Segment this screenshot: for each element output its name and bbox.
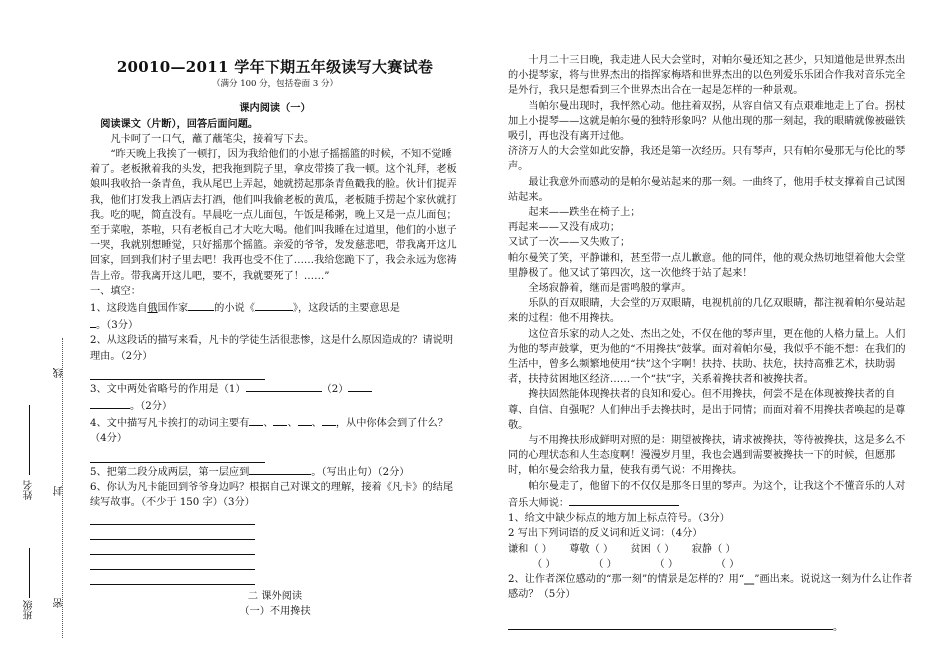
- section2-subtitle: （一）不用搀扶: [239, 606, 311, 618]
- binding-xian: 线: [54, 368, 65, 378]
- word-2-1[interactable]: （ ）: [532, 558, 556, 570]
- q6-answer-line-3[interactable]: [90, 540, 255, 555]
- q1-author-blank[interactable]: [188, 299, 214, 311]
- reading-r11: 这位音乐家的动人之处、杰出之处，不仅在他的琴声里，更在他的人格力量上。人们为他的琴声鼓掌，更为他的“不用搀扶”鼓掌。面对着帕尔曼，我似乎不能不想：在我们的生活中，曾多么频繁地使用“扶”这个字啊！扶持、扶助、扶危，扶持高雅艺术，扶助弱者，扶持贫困地区经济……一个“扶”字，关系着搀扶者和被搀扶者。: [508, 328, 906, 386]
- binding-margin: [0, 0, 80, 671]
- q1-part-c: 的小说: [214, 303, 245, 315]
- reading-r10: 乐队的百双眼睛，大会堂的万双眼睛，电视机前的几亿双眼睛，都注视着帕尔曼站起来的过程：他不用搀扶。: [508, 298, 906, 325]
- q3-part-b: （2）: [321, 383, 349, 395]
- q6-answer-line-2[interactable]: [90, 525, 255, 540]
- q3-blank-2b[interactable]: [90, 397, 130, 409]
- question-6: 6、你认为凡卡能回到爷爷身边吗？根据自己对课文的理解，接着《凡卡》的结尾续写故事。（不少于 150 字）（3分）: [90, 481, 454, 509]
- q4-blank-1[interactable]: [249, 414, 263, 426]
- q1-book-open: 《: [244, 303, 255, 315]
- right-question-2: 2 写出下列词语的反义词和近义词：（4分）: [508, 528, 703, 540]
- reading-r14-text: 帕尔曼走了，他留下的不仅仅是那冬日里的琴声。为这个，让我这个不懂音乐的人对音乐大师说：: [508, 480, 906, 509]
- reading-instruction: 阅读课文（片断），回答后面问题。: [100, 117, 259, 130]
- rq3-answer-row: [508, 618, 913, 635]
- reading-r13: 与不用搀扶形成鲜明对照的是：期望被搀扶，请求被搀扶，等待被搀扶，这是多么不同的心理状态和人生态度啊！漫漫岁月里，我也会遇到需要被搀扶一下的时候，但愿那时，帕尔曼会给我力量，使我有勇气说：不用搀扶。: [508, 435, 906, 477]
- word-row-2: [532, 557, 913, 572]
- rq3-part-b: ”画出来。说说这一刻为什么让作者感动？（5分）: [508, 573, 913, 601]
- q3-blank-2a[interactable]: [348, 380, 372, 392]
- question-5: [90, 463, 460, 480]
- rq3-mark: __: [744, 572, 755, 585]
- word-2-3[interactable]: （ ）: [654, 558, 679, 570]
- rq3-end-mark: 。: [833, 622, 844, 634]
- passage-p1: 凡卡呵了一口气，蘸了蘸笔尖，接着写下去。: [110, 133, 315, 145]
- r14-blank[interactable]: [569, 494, 679, 506]
- class-label: 班级: [24, 600, 35, 620]
- word-2-2[interactable]: （ ）: [593, 558, 617, 570]
- section1-title: 课内阅读（一）: [239, 102, 311, 115]
- left-column: [90, 60, 460, 620]
- right-question-3: [508, 572, 913, 602]
- q3-part-c: 。（2分）: [130, 401, 173, 413]
- word-2[interactable]: 尊敬（ ）: [569, 543, 614, 555]
- q1-part-e: 。（3分）: [96, 320, 139, 332]
- question-4: 4、文中描写凡卡挨打的动词主要有 、 、 、 ，从中你体会到了什么？（4分）: [90, 414, 460, 446]
- q2-answer-line[interactable]: [90, 365, 265, 380]
- q1-part-d: ，这段话的主要意思是: [298, 303, 400, 315]
- rq3-part-a: 2、让作者深位感动的“那一刻”的情景是怎样的？用“: [508, 573, 745, 585]
- q5-part-b: 。（写出止句）（2分）: [311, 466, 410, 478]
- q4-blank-3[interactable]: [298, 414, 312, 426]
- q5-part-a: 5、把第二段分成两层，第一层应到: [90, 466, 250, 478]
- q4-blank-4[interactable]: [322, 414, 336, 426]
- q5-blank[interactable]: [249, 463, 311, 475]
- q4-answer-line[interactable]: [90, 448, 265, 463]
- word-1[interactable]: 谦和（ ）: [508, 543, 552, 555]
- q1-part-a: 1、这段选自: [90, 303, 148, 315]
- word-3[interactable]: 贫困（ ）: [630, 543, 675, 555]
- name-line: [29, 405, 30, 475]
- q4-blank-2[interactable]: [273, 414, 287, 426]
- reading-r7: 又试了一次——又失败了；: [508, 237, 631, 249]
- q3-part-a: 3、文中两处省略号的作用是（1）: [90, 383, 246, 395]
- q4-part-b: ，从中你体会到了什么？（4分）: [90, 418, 448, 445]
- q4-part-a: 4、文中描写凡卡挨打的动词主要有: [90, 418, 250, 430]
- reading-r1: 十月二十三日晚，我走进人民大会堂时，对帕尔曼还知之甚少，只知道他是世界杰出的小提琴家，将与世界杰出的指挥家梅塔和世界杰出的以色列爱乐乐团合作我对音乐完全是外行，我只是想看到三个世界杰出合在一起是怎样的一种景观。: [508, 55, 906, 97]
- word-row-1: [508, 542, 913, 557]
- passage-p2: “昨天晚上我挨了一顿打，因为我给他们的小崽子摇摇篮的时候，不知不觉睡着了。老板揪着我的头发，把我拖到院子里，拿皮带揍了我一顿。这个礼拜，老板娘叫我收拾一条青鱼，我从尾巴上弄起，她就捞起那条青鱼戳我的脸。伙计们捉弄我，他们打发我上酒店去打酒，他们叫我偷老板的黄瓜，老板随手捞起个家伙就打我。吃的呢，简直没有。早晨吃一点儿面包，午饭是稀粥，晚上又是一点儿面包；至于菜啦，茶啦，只有老板自己才大吃大喝。他们叫我睡在过道里，他们的小崽子一哭，我就别想睡觉，只好摇那个摇篮。亲爱的爷爷，发发慈悲吧，带我离开这儿回家，回到我们村子里去吧！我再也受不住了……我给您跪下了，我会永远为您祷告上帝。带我离开这儿吧，要不，我就要死了！……”: [90, 149, 457, 282]
- reading-r8: 帕尔曼笑了笑，平静谦和，甚至带一点儿歉意。他的同伴，他的观众热切地望着他大会堂里静极了。他又试了第四次，这一次他终于站了起来！: [508, 252, 906, 279]
- q1-book-close: 》: [292, 303, 299, 315]
- rq3-answer-line[interactable]: [508, 618, 833, 630]
- question-1: [90, 299, 460, 333]
- q1-part-b: 国作家: [157, 303, 189, 315]
- name-label: 姓名: [24, 480, 35, 500]
- reading-r12: 搀扶固然能体现搀扶者的良知和爱心。但不用搀扶，何尝不是在体现被搀扶者的自尊、自信、自强呢？人们伸出手去搀扶时，是出于同情；而面对着不用搀扶者唤起的是尊敬。: [508, 389, 906, 431]
- word-2-4[interactable]: （ ）: [715, 558, 740, 570]
- q6-answer-line-5[interactable]: [90, 570, 255, 585]
- section2-title: 二 课外阅读: [247, 591, 303, 603]
- exam-subtitle: （满分 100 分，包括卷面 3 分）: [212, 79, 338, 90]
- binding-mi: 密: [54, 598, 65, 608]
- reading-r6: 再起来——又没有成功；: [508, 222, 621, 234]
- reading-r5: 起来——跌坐在椅子上；: [528, 207, 641, 219]
- reading-r4: 最让我意外而感动的是帕尔曼站起来的那一刻。一曲终了，他用手杖支撑着自己试图站起来。: [508, 176, 906, 203]
- reading-r9: 全场寂静着，继而是雷鸣般的掌声。: [528, 283, 692, 295]
- right-column: [508, 53, 913, 636]
- exam-title: 20010—2011 学年下期五年级读写大赛试卷: [116, 58, 434, 76]
- question-3: [90, 380, 460, 414]
- q6-answer-line-4[interactable]: [90, 555, 255, 570]
- q6-answer-line-1[interactable]: [90, 510, 255, 525]
- binding-feng: 封: [54, 486, 65, 496]
- reading-r2: 当帕尔曼出现时，我怦然心动。他拄着双拐，从容自信又有点艰难地走上了台。拐杖加上小提琴——这就是帕尔曼的独特形象吗？从他出现的那一刻起，我的眼睛就像被磁铁吸引，再也没有离开过他。: [508, 100, 906, 143]
- question-intro: 一、填空：: [90, 285, 141, 297]
- class-line: [29, 548, 30, 598]
- word-4[interactable]: 寂静（ ）: [691, 543, 736, 555]
- question-2: 2、从这段话的描写来看，凡卡的学徒生活很悲惨，这是什么原因造成的？请说明理由。（2分）: [90, 335, 454, 362]
- reading-r14: [508, 479, 913, 511]
- reading-r3: 济济万人的大会堂如此安静，我还是第一次经历。只有琴声，只有帕尔曼那无与伦比的琴声。: [508, 146, 906, 173]
- right-question-1: 1、给文中缺少标点的地方加上标点符号。（3分）: [508, 513, 730, 525]
- q3-blank-1[interactable]: [246, 380, 322, 392]
- q1-book-blank[interactable]: [255, 299, 293, 311]
- binding-dotted-line: [62, 338, 63, 638]
- q1-country: 俄: [147, 303, 158, 315]
